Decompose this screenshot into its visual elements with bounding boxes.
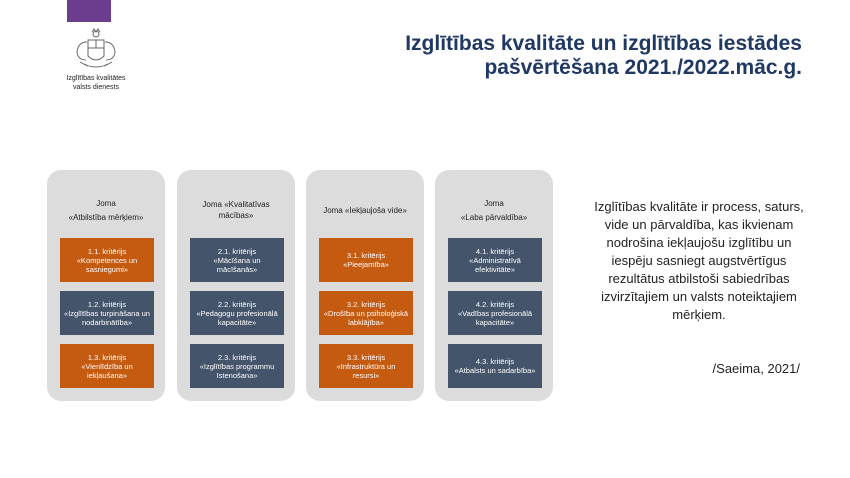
criterion-number: 4.3. kritērijs [475,357,515,366]
domain-heading-line1: Joma «Kvalitatīvas [202,200,270,209]
criterion-number: 2.2. kritērijs [217,299,257,309]
criterion-number: 2.1. kritērijs [217,246,257,256]
domain-heading-1 [53,190,159,230]
domain-heading-3 [312,190,418,230]
criterion-1-3 [60,344,154,388]
criterion-1-1 [60,238,154,282]
criterion-number: 1.1. kritērijs [87,246,127,256]
quote-source: /Saeima, 2021/ [712,361,800,376]
latvia-coat-of-arms-icon [72,28,120,72]
criterion-4-1 [448,238,542,282]
criterion-text: «Vadības profesionālā kapacitāte» [457,308,533,327]
logo-text-line1: Izglītības kvalitātes [66,75,126,82]
criterion-text: «Drošība un psiholoģiskā labklājība» [323,308,409,327]
criterion-3-3 [319,344,413,388]
criterion-4-3 [448,344,542,388]
domain-panel-1 [47,170,165,401]
criterion-1-2 [60,291,154,335]
corner-accent-bar [67,0,111,22]
domain-heading-line1: Joma [96,198,116,208]
domain-panel-3 [306,170,424,401]
criterion-number: 1.2. kritērijs [87,299,127,309]
criterion-text: «Pieejamība» [343,260,389,269]
criterion-text: «Izglītības turpināšana un nodarbinātība» [64,308,150,327]
criterion-number: 4.2. kritērijs [475,299,515,309]
criterion-number: 4.1. kritērijs [475,246,515,256]
criterion-number: 2.3. kritērijs [217,352,257,362]
criterion-text: «Vienlīdzība un iekļaušana» [81,361,133,380]
domain-panel-2 [177,170,295,401]
criterion-text: «Administratīvā efektivitāte» [469,255,521,274]
title-line1: Izglītības kvalitāte un izglītības iestādes [405,32,802,55]
criterion-3-2 [319,291,413,335]
criterion-number: 3.2. kritērijs [346,299,386,309]
criterion-number: 1.3. kritērijs [87,352,127,362]
criterion-text: «Mācīšana un mācīšanās» [213,255,261,274]
domain-heading-line1: Joma [484,198,504,208]
domain-heading-line2: «Atbilstība mērķiem» [68,212,144,222]
domain-heading-2 [183,190,289,230]
criterion-2-3 [190,344,284,388]
criterion-text: «Kompetences un sasniegumi» [76,255,138,274]
criterion-3-1 [319,238,413,282]
criterion-text: «Infrastruktūra un resursi» [336,361,396,380]
domain-panel-4 [435,170,553,401]
criterion-number: 3.3. kritērijs [346,352,386,362]
logo-text-line2: valsts dienests [73,84,119,91]
domain-heading-4 [441,190,547,230]
criterion-2-2 [190,291,284,335]
domain-heading-line2: «Laba pārvaldība» [460,212,528,222]
criterion-number: 3.1. kritērijs [346,251,386,260]
criterion-text: «Pedagogu profesionālā kapacitāte» [196,308,278,327]
criterion-text: «Izglītības programmu īstenošana» [199,361,275,380]
domain-heading-line2: mācības» [218,211,254,220]
page-title [282,32,802,80]
criterion-text: «Atbalsts un sadarbība» [454,366,536,375]
criterion-4-2 [448,291,542,335]
logo [46,28,146,92]
definition-quote: Izglītības kvalitāte ir process, saturs, vide un pārvaldība, kas ikvienam nodrošina iekļaujošu izglītību un iespēju sasniegt augstvērtīgus rezultātus atbilstoši sabiedrības izvirzītajiem un valsts noteiktajiem mērķiem. [594,199,804,322]
title-line2: pašvērtēšana 2021./2022.māc.g. [484,56,802,79]
criterion-2-1 [190,238,284,282]
domain-heading-line1: Joma «Iekļaujoša vide» [323,205,407,215]
